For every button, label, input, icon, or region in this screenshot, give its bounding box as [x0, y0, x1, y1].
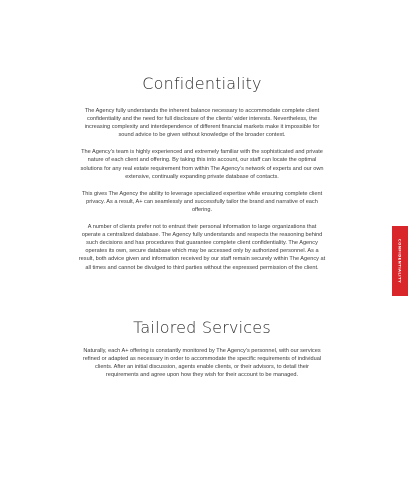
confidentiality-paragraph-1: The Agency fully understands the inherent balance necessary to accommodate complete client confidentiality and the need for full disclosure of the clients’ wider interests. Nevertheless, the increasing complexity and interdependence of different financial markets make it impossible for sound advice to be given without knowledge of the broader context. [84, 108, 320, 139]
confidentiality-paragraph-3: This gives The Agency the ability to leverage specialized expertise while ensuring complete client privacy. As a result, A+ can seamlessly and successfully tailor the brand and narrative of each offering. [81, 190, 323, 213]
section-side-tab [392, 226, 408, 296]
confidentiality-paragraph-2: The Agency’s team is highly experienced and extremely familiar with the sophisticated and private nature of each client and offering. By taking this into account, our staff can locate the optimal solutions for any real estate requirement from within The Agency’s network of experts and our own extensive, continually expanding private database of contacts. [80, 149, 324, 180]
main-content [78, 74, 326, 388]
side-tab-label: CONFIDENTIALITY [397, 238, 403, 284]
tailored-services-heading: Tailored Services [133, 317, 271, 337]
confidentiality-heading: Confidentiality [142, 74, 262, 93]
confidentiality-paragraph-4: A number of clients prefer not to entrust their personal information to large organizations that operate a centralized database. The Agency fully understands and respects the reasoning behind such decisions and has procedures that guarantee complete client confidentiality. The Agency operates its own, secure database which may be accessed only by authorized personnel. As a result, both advice given and information received by our staff remain securely within The Agency at all times and cannot be divulged to third parties without the expressed permission of the client. [78, 224, 326, 271]
tailored-services-paragraph-1: Naturally, each A+ offering is constantly monitored by The Agency’s personnel, with our services refined or adapted as necessary in order to accommodate the specific requirements of individual clients. After an initial discussion, agents enable clients, or their advisors, to detail their requirements and agree upon how they wish for their account to be managed. [82, 347, 322, 378]
